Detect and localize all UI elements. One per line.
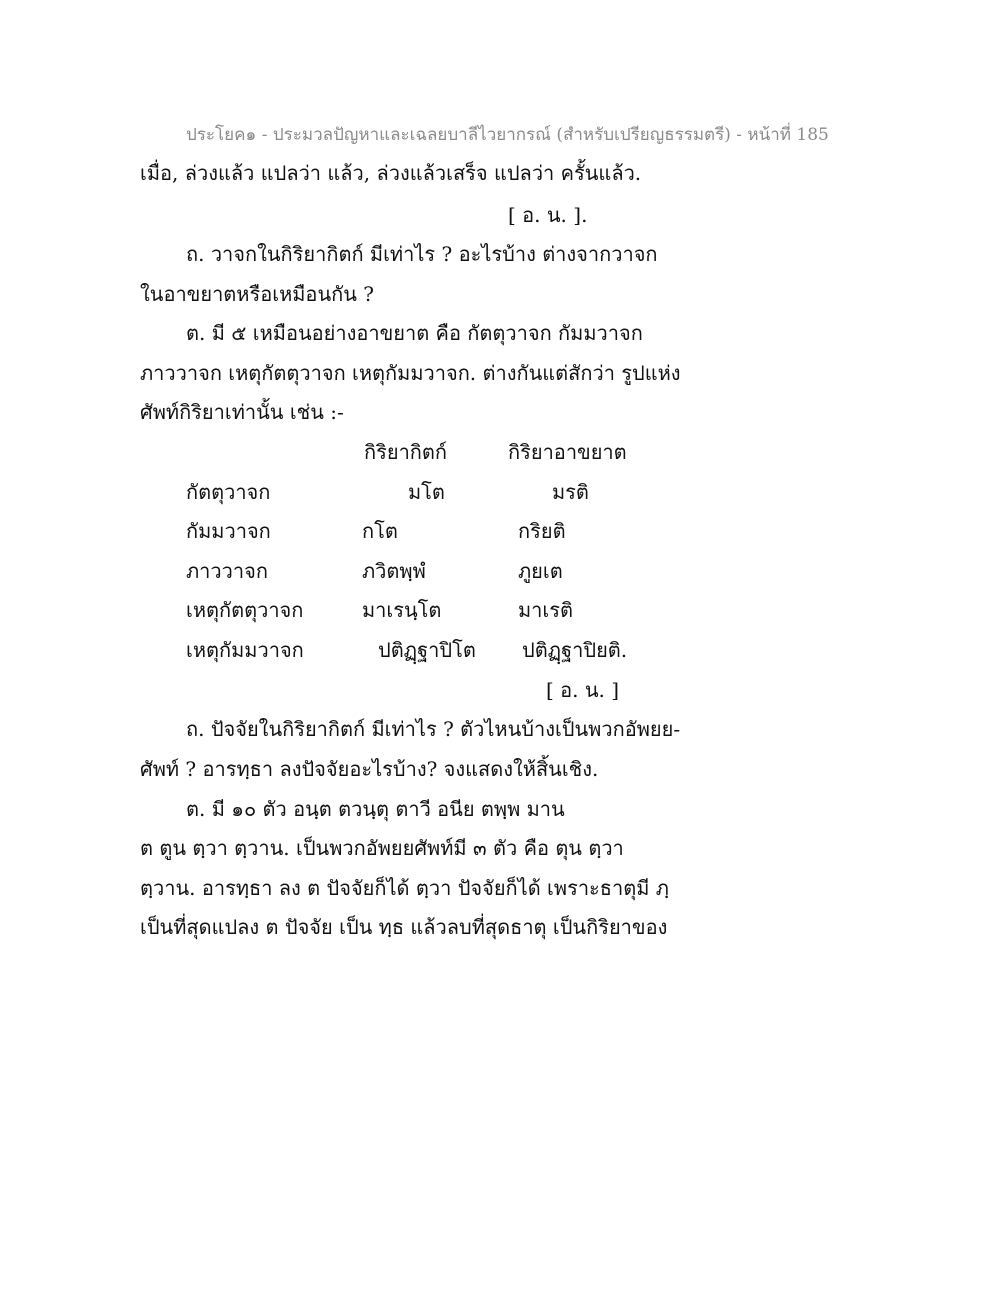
reference-note: [ อ. น. ]. xyxy=(508,203,588,227)
table-cell-akhyata: มาเรติ xyxy=(518,598,573,622)
answer-line: ต ตูน ตฺวา ตฺวาน. เป็นพวกอัพยยศัพท์มี ๓ ตัว คือ ตุน ตฺวา xyxy=(140,836,624,860)
question-line: ถ. ปัจจัยในกิริยากิตก์ มีเท่าไร ? ตัวไหนบ้างเป็นพวกอัพยย- xyxy=(186,717,681,741)
table-cell-kitaka: ภวิตพฺพํ xyxy=(362,559,426,583)
page-header: ประโยค๑ - ประมวลปัญหาและเฉลยบาลีไวยากรณ์ (สำหรับเปรียญธรรมตรี) - หน้าที่ 185 xyxy=(186,125,829,145)
table-header-akhyata: กิริยาอาขยาต xyxy=(508,440,627,464)
table-cell-vacaka: เหตุกัตตุวาจก xyxy=(186,598,304,622)
table-cell-akhyata: มรติ xyxy=(552,480,589,504)
question-line: ศัพท์ ? อารทฺธา ลงปัจจัยอะไรบ้าง? จงแสดงให้สิ้นเชิง. xyxy=(140,757,599,781)
question-line: ถ. วาจกในกิริยากิตก์ มีเท่าไร ? อะไรบ้าง ต่างจากวาจก xyxy=(186,242,658,266)
table-cell-akhyata: ภูยเต xyxy=(518,559,563,583)
table-cell-kitaka: ปติฏฺฐาปิโต xyxy=(378,638,476,662)
table-cell-kitaka: กโต xyxy=(362,519,398,543)
table-cell-vacaka: ภาววาจก xyxy=(186,559,268,583)
table-cell-kitaka: มาเรนฺโต xyxy=(362,598,442,622)
answer-line: ศัพท์กิริยาเท่านั้น เช่น :- xyxy=(140,400,344,424)
answer-line: ภาววาจก เหตุกัตตุวาจก เหตุกัมมวาจก. ต่างกันแต่สักว่า รูปแห่ง xyxy=(140,361,681,385)
table-cell-vacaka: เหตุกัมมวาจก xyxy=(186,638,304,662)
answer-line: ตฺวาน. อารทฺธา ลง ต ปัจจัยก็ได้ ตฺวา ปัจจัยก็ได้ เพราะธาตุมี ภฺ xyxy=(140,876,669,900)
answer-line: ต. มี ๑๐ ตัว อนฺต ตวนฺตุ ตาวี อนีย ตพฺพ มาน xyxy=(186,797,565,821)
table-cell-akhyata: ปติฏฺฐาปิยติ. xyxy=(522,638,628,662)
answer-line: เป็นที่สุดแปลง ต ปัจจัย เป็น ทฺธ แล้วลบที่สุดธาตุ เป็นกิริยาของ xyxy=(140,915,668,939)
paragraph-line: เมื่อ, ล่วงแล้ว แปลว่า แล้ว, ล่วงแล้วเสร็จ แปลว่า ครั้นแล้ว. xyxy=(140,161,642,185)
table-cell-vacaka: กัมมวาจก xyxy=(186,519,271,543)
answer-line: ต. มี ๕ เหมือนอย่างอาขยาต คือ กัตตุวาจก กัมมวาจก xyxy=(186,321,643,345)
table-cell-akhyata: กริยติ xyxy=(518,519,566,543)
reference-note: [ อ. น. ] xyxy=(546,678,620,702)
question-line: ในอาขยาตหรือเหมือนกัน ? xyxy=(140,282,374,306)
table-cell-kitaka: มโต xyxy=(408,480,445,504)
table-cell-vacaka: กัตตุวาจก xyxy=(186,480,271,504)
table-header-kitaka: กิริยากิตก์ xyxy=(364,440,448,464)
